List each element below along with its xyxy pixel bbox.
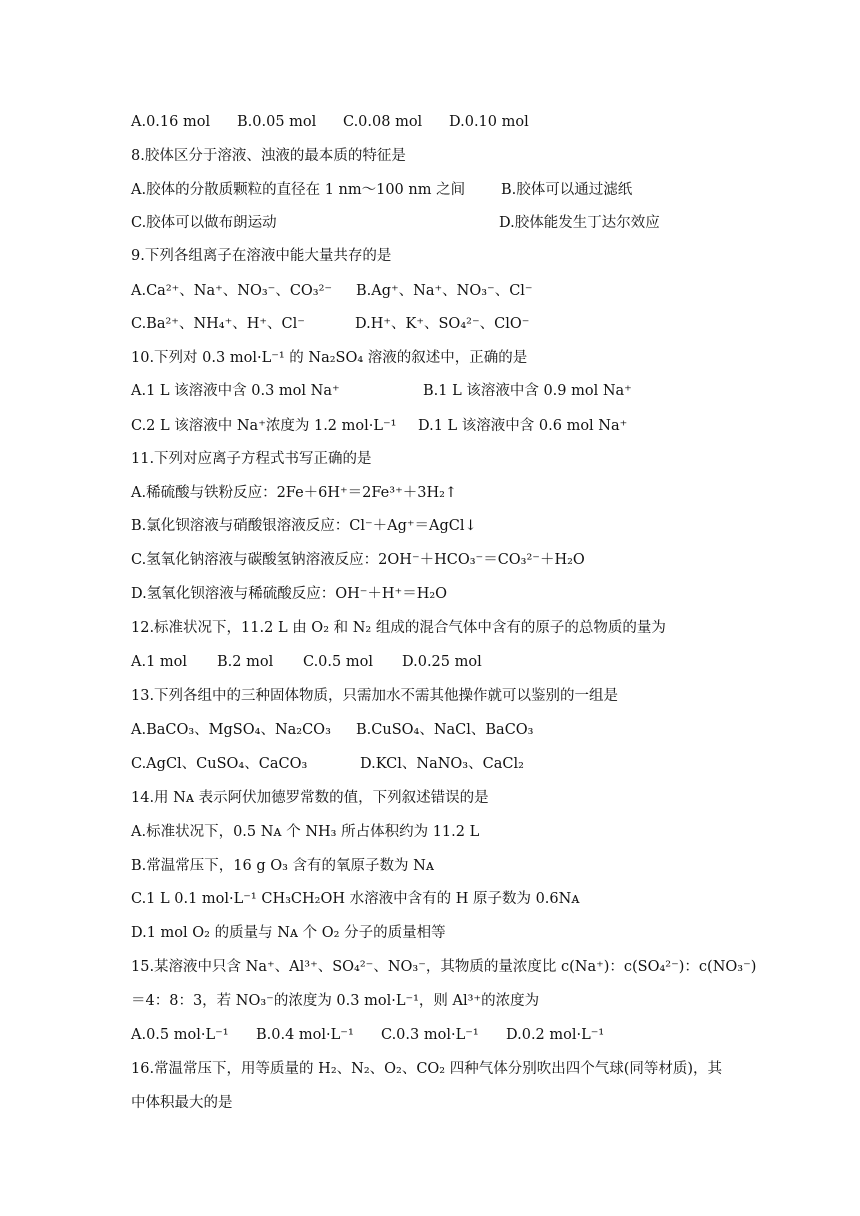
q14-option-a: A.标准状况下，0.5 Nᴀ 个 NH₃ 所占体积约为 11.2 L — [131, 824, 480, 840]
q7-option-b: B.0.05 mol — [237, 114, 317, 130]
question-14: 14.用 Nᴀ 表示阿伏加德罗常数的值，下列叙述错误的是 — [131, 790, 489, 806]
q15-option-a: A.0.5 mol·L⁻¹ — [131, 1027, 229, 1043]
q11-option-d: D.氢氧化钡溶液与稀硫酸反应：OH⁻＋H⁺＝H₂O — [131, 586, 448, 602]
q12-option-c: C.0.5 mol — [303, 654, 373, 670]
q7-option-a: A.0.16 mol — [131, 114, 211, 130]
q15-option-d: D.0.2 mol·L⁻¹ — [506, 1027, 605, 1043]
question-15-line-2: ＝4：8：3，若 NO₃⁻的浓度为 0.3 mol·L⁻¹，则 Al³⁺的浓度为 — [131, 993, 540, 1009]
q12-option-b: B.2 mol — [217, 654, 274, 670]
q9-option-c: C.Ba²⁺、NH₄⁺、H⁺、Cl⁻ — [131, 316, 305, 332]
q14-option-d: D.1 mol O₂ 的质量与 Nᴀ 个 O₂ 分子的质量相等 — [131, 925, 446, 941]
q9-option-d: D.H⁺、K⁺、SO₄²⁻、ClO⁻ — [355, 316, 530, 332]
q14-option-b: B.常温常压下，16 g O₃ 含有的氧原子数为 Nᴀ — [131, 858, 435, 874]
question-12: 12.标准状况下，11.2 L 由 O₂ 和 N₂ 组成的混合气体中含有的原子的总物质的量为 — [131, 620, 666, 636]
q12-option-d: D.0.25 mol — [402, 654, 482, 670]
q12-option-a: A.1 mol — [131, 654, 188, 670]
q11-option-a: A.稀硫酸与铁粉反应：2Fe＋6H⁺＝2Fe³⁺＋3H₂↑ — [131, 485, 458, 501]
question-13: 13.下列各组中的三种固体物质，只需加水不需其他操作就可以鉴别的一组是 — [131, 688, 619, 704]
q8-option-d: D.胶体能发生丁达尔效应 — [499, 215, 660, 231]
q9-option-b: B.Ag⁺、Na⁺、NO₃⁻、Cl⁻ — [356, 283, 533, 299]
q10-option-c: C.2 L 该溶液中 Na⁺浓度为 1.2 mol·L⁻¹ — [131, 418, 397, 434]
q7-option-c: C.0.08 mol — [343, 114, 423, 130]
q10-option-d: D.1 L 该溶液中含 0.6 mol Na⁺ — [418, 418, 628, 434]
q8-option-b: B.胶体可以通过滤纸 — [501, 182, 633, 198]
q13-option-d: D.KCl、NaNO₃、CaCl₂ — [360, 756, 524, 772]
q9-option-a: A.Ca²⁺、Na⁺、NO₃⁻、CO₃²⁻ — [131, 283, 333, 299]
q15-option-b: B.0.4 mol·L⁻¹ — [256, 1027, 354, 1043]
question-16-line-2: 中体积最大的是 — [131, 1095, 233, 1111]
q10-option-a: A.1 L 该溶液中含 0.3 mol Na⁺ — [131, 383, 340, 399]
q10-option-b: B.1 L 该溶液中含 0.9 mol Na⁺ — [423, 383, 632, 399]
q14-option-c: C.1 L 0.1 mol·L⁻¹ CH₃CH₂OH 水溶液中含有的 H 原子数为 0.6Nᴀ — [131, 891, 580, 907]
question-15-line-1: 15.某溶液中只含 Na⁺、Al³⁺、SO₄²⁻、NO₃⁻，其物质的量浓度比 c(Na⁺)：c(SO₄²⁻)：c(NO₃⁻) — [131, 959, 757, 975]
question-11: 11.下列对应离子方程式书写正确的是 — [131, 451, 372, 467]
q11-option-c: C.氢氧化钠溶液与碳酸氢钠溶液反应：2OH⁻＋HCO₃⁻＝CO₃²⁻＋H₂O — [131, 552, 585, 568]
q13-option-c: C.AgCl、CuSO₄、CaCO₃ — [131, 756, 308, 772]
q13-option-b: B.CuSO₄、NaCl、BaCO₃ — [356, 722, 534, 738]
q11-option-b: B.氯化钡溶液与硝酸银溶液反应：Cl⁻＋Ag⁺＝AgCl↓ — [131, 518, 477, 534]
question-10: 10.下列对 0.3 mol·L⁻¹ 的 Na₂SO₄ 溶液的叙述中，正确的是 — [131, 350, 528, 366]
q8-option-c: C.胶体可以做布朗运动 — [131, 215, 277, 231]
question-9: 9.下列各组离子在溶液中能大量共存的是 — [131, 248, 392, 264]
q8-option-a: A.胶体的分散质颗粒的直径在 1 nm～100 nm 之间 — [131, 182, 466, 198]
question-16-line-1: 16.常温常压下，用等质量的 H₂、N₂、O₂、CO₂ 四种气体分别吹出四个气球(同等材质)，其 — [131, 1061, 723, 1077]
q13-option-a: A.BaCO₃、MgSO₄、Na₂CO₃ — [131, 722, 331, 738]
q15-option-c: C.0.3 mol·L⁻¹ — [381, 1027, 479, 1043]
q7-option-d: D.0.10 mol — [449, 114, 529, 130]
question-8: 8.胶体区分于溶液、浊液的最本质的特征是 — [131, 148, 406, 164]
